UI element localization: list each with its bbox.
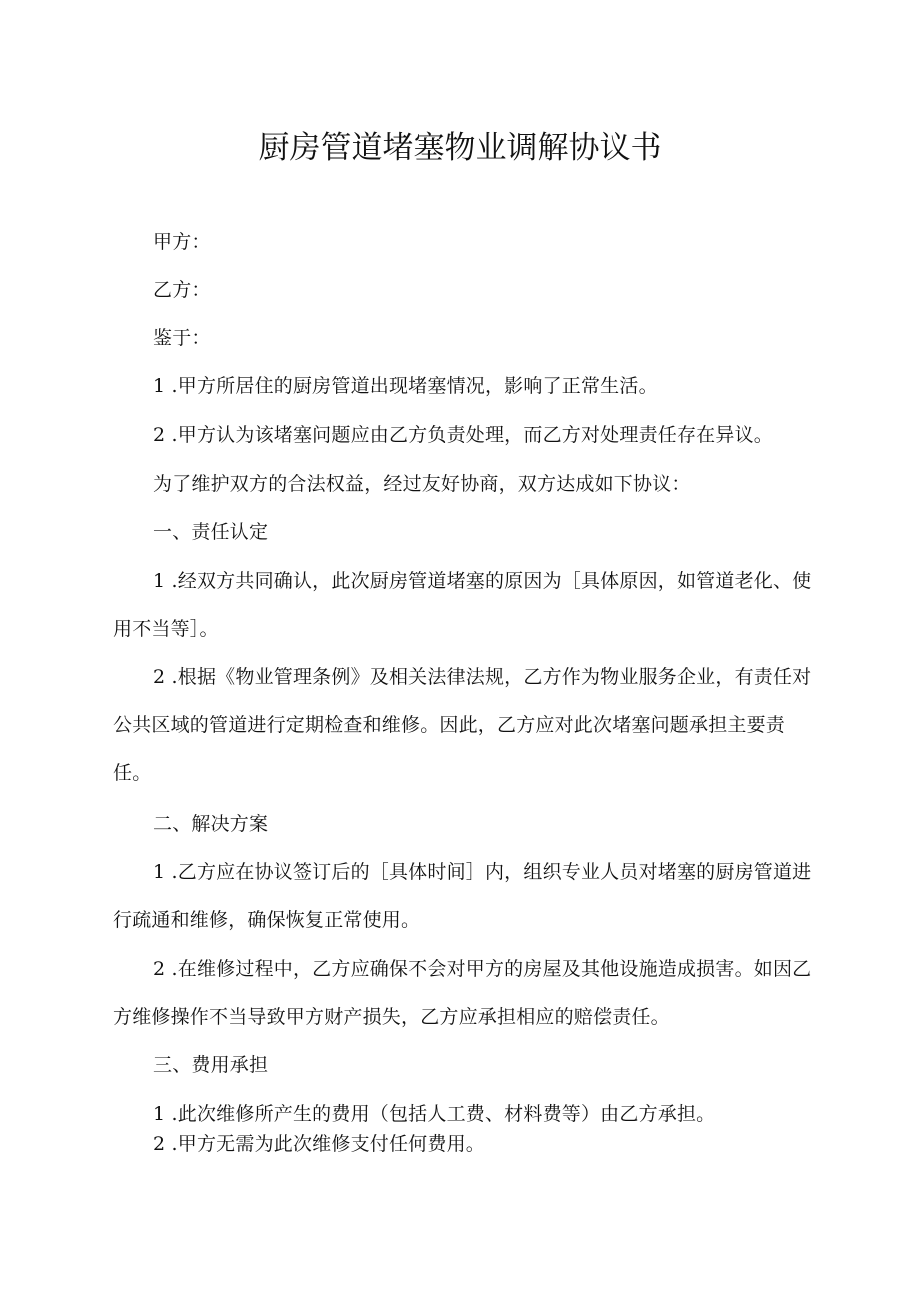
preamble-paragraph: 为了维护双方的合法权益，经过友好协商，双方达成如下协议： [153,473,691,495]
whereas-line: 鉴于： [153,327,211,349]
responsibility-item-2: 2 .根据《物业管理条例》及相关法律法规，乙方作为物业服务企业，有责任对公共区域的管道进行定期检查和维修。因此，乙方应对此次堵塞问题承担主要责任。 [113,666,812,784]
costs-item-2: 2 .甲方无需为此次维修支付任何费用。 [153,1133,485,1155]
costs-item-1: 1 .此次维修所产生的费用（包括人工费、材料费等）由乙方承担。 [153,1103,716,1125]
whereas-item-2: 2 .甲方认为该堵塞问题应由乙方负责处理，而乙方对处理责任存在异议。 [153,424,773,446]
section-heading-solution: 二、解决方案 [153,813,269,835]
document-title: 厨房管道堵塞物业调解协议书 [258,130,662,166]
party-a-line: 甲方： [153,231,211,253]
section-heading-costs: 三、费用承担 [153,1054,269,1076]
solution-item-2: 2 .在维修过程中，乙方应确保不会对甲方的房屋及其他设施造成损害。如因乙方维修操作不当导致甲方财产损失，乙方应承担相应的赔偿责任。 [113,958,812,1028]
responsibility-item-1: 1 .经双方共同确认，此次厨房管道堵塞的原因为［具体原因，如管道老化、使用不当等］。 [113,570,812,640]
solution-item-1: 1 .乙方应在协议签订后的［具体时间］内，组织专业人员对堵塞的厨房管道进行疏通和维修，确保恢复正常使用。 [113,861,812,931]
whereas-item-1: 1 .甲方所居住的厨房管道出现堵塞情况，影响了正常生活。 [153,375,658,397]
party-b-line: 乙方： [153,279,211,301]
section-heading-responsibility: 一、责任认定 [153,521,269,543]
